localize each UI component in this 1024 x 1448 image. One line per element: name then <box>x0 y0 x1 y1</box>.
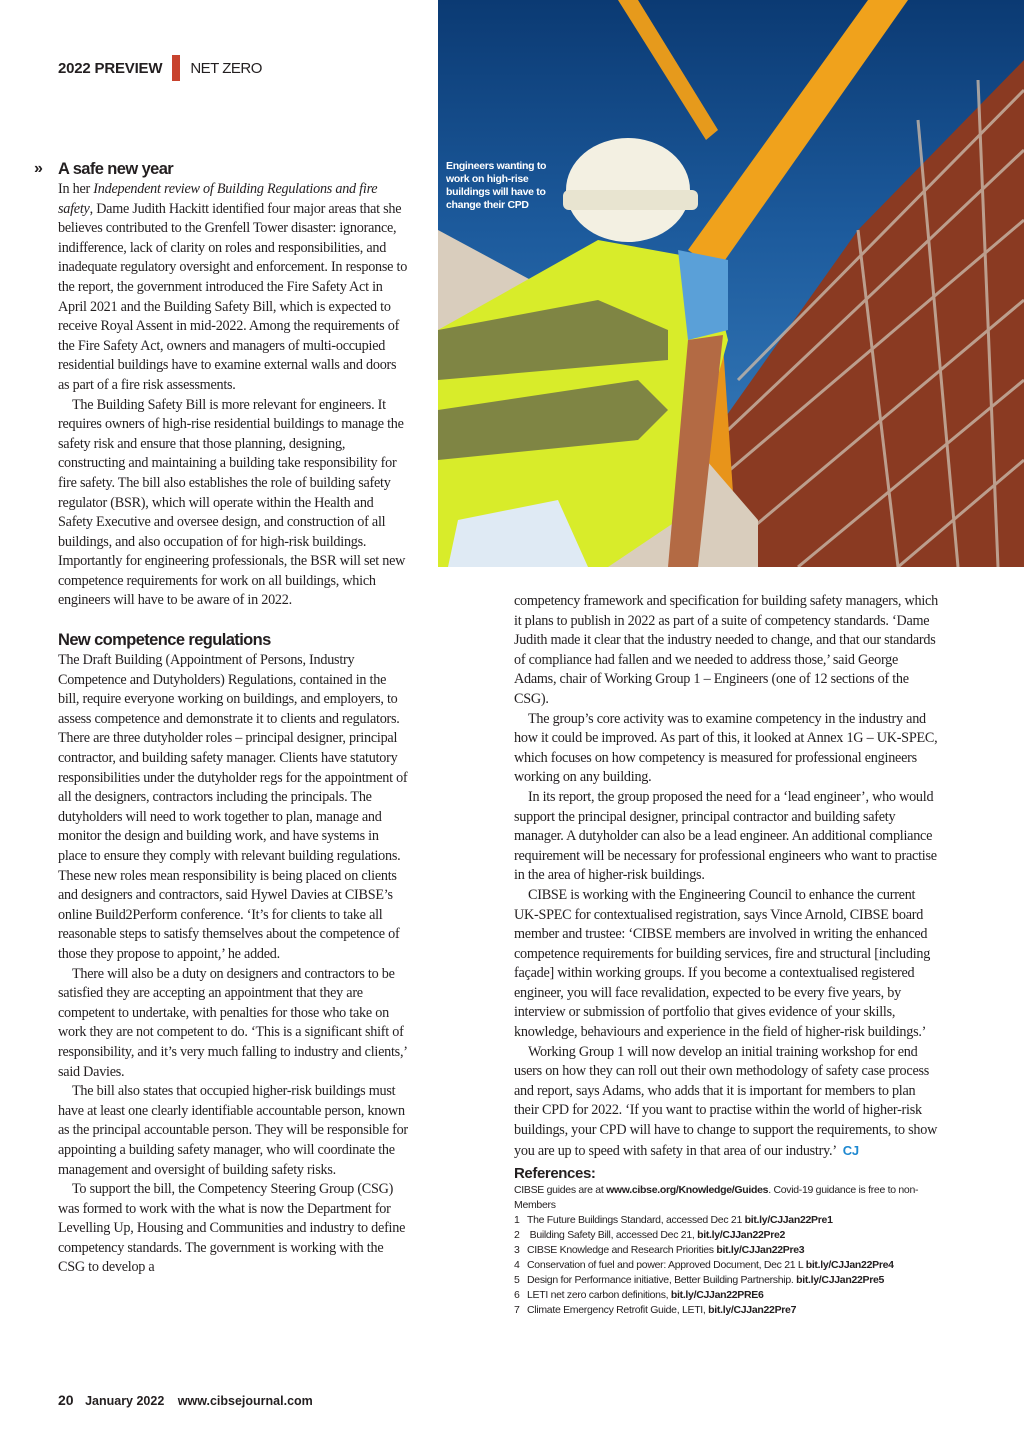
paragraph: In its report, the group proposed the need for a ‘lead engineer’, who would support the principal designer, principal contractor and building safety manager. A dutyholder can also be a lead engineer. An additional compliance requirement will be necessary for professional engineers who want to practise in the area of higher-risk buildings. <box>514 788 937 884</box>
reference-number: 4 <box>514 1259 520 1272</box>
header-divider <box>172 55 180 81</box>
reference-link[interactable]: bit.ly/CJJan22Pre4 <box>805 1259 894 1272</box>
page-footer <box>58 1392 313 1408</box>
reference-item <box>514 1303 942 1318</box>
reference-text: The Future Buildings Standard, accessed Dec 21 <box>527 1214 745 1227</box>
website-link[interactable]: www.cibsejournal.com <box>177 1394 313 1408</box>
paragraph: The bill also states that occupied higher-risk buildings must have at least one clearly identifiable accountable person, known as the principal accountable person. They will be responsible for appointing a building safety manager, who will coordinate the management and oversight of building safety risks. <box>58 1083 408 1178</box>
paragraph <box>58 180 410 396</box>
reference-text: Climate Emergency Retrofit Guide, LETI, <box>527 1304 709 1317</box>
reference-item <box>514 1288 942 1303</box>
references <box>514 1165 942 1318</box>
paragraph: The Building Safety Bill is more relevant for engineers. It requires owners of high-rise residential buildings to manage the safety risk and ensure that those planning, designing, constructing and maintaining a building take responsibility for fire safety. The bill also establishes the role of building safety regulator (BSR), which will operate within the Health and Safety Executive and oversee design, and construction of all buildings, and also occupation of for high-risk buildings. Importantly for engineering professionals, the BSR will set new competence requirements for work on all buildings, which engineers will have to be aware of in 2022. <box>58 396 406 609</box>
article-column-right <box>514 592 942 1318</box>
text: In her <box>58 181 94 197</box>
reference-link[interactable]: bit.ly/CJJan22PRE6 <box>670 1289 764 1302</box>
reference-item <box>514 1228 942 1243</box>
article-column-left <box>34 158 410 1278</box>
paragraph: There will also be a duty on designers and contractors to be satisfied they are accepting an appointment that they are competent to undertake, with penalties for those who take on work they are not competent to do. ‘This is a significant shift of responsibility, and it’s very much falling to industry and clients,’ said Davies. <box>58 965 407 1080</box>
references-intro <box>514 1183 942 1213</box>
section-heading: New competence regulations <box>58 631 271 650</box>
end-mark-logo: CJ <box>842 1142 859 1158</box>
reference-number: 5 <box>514 1274 520 1287</box>
reference-text: CIBSE Knowledge and Research Priorities <box>527 1244 717 1257</box>
paragraph: The Draft Building (Appointment of Persons, Industry Competence and Dutyholders) Regulations, contained in the bill, require everyone working on buildings, and employers, to assess competence and demonstrate it to clients and regulators. There are three dutyholder roles – principal designer, principal contractor, and building safety manager. Clients have statutory responsibilities under the dutyholder regs for the appointment of all the designers, contractors including the principals. The dutyholders will need to work together to plan, manage and monitor the design and building work, and have systems in place to ensure they comply with relevant building regulations. These new roles mean responsibility is being placed on clients and designers and contractors, said Hywel Davies at CIBSE’s online Build2Perform conference. ‘It’s for clients to take all reasonable steps to satisfy themselves about the competence of those they propose to appoint,’ he added. <box>58 652 408 962</box>
photo-caption: Engineers wanting to work on high-rise buildings will have to change their CPD <box>446 160 547 211</box>
construction-worker-image <box>438 0 1024 567</box>
report-title: Independent review of Building Regulations and fire safety <box>58 181 378 217</box>
reference-number: 1 <box>514 1214 520 1227</box>
reference-item <box>514 1273 942 1288</box>
reference-item <box>514 1243 942 1258</box>
text: CIBSE guides are at <box>514 1184 607 1197</box>
page-number: 20 <box>58 1392 74 1408</box>
reference-link[interactable]: bit.ly/CJJan22Pre5 <box>796 1274 885 1287</box>
reference-link[interactable]: bit.ly/CJJan22Pre3 <box>716 1244 805 1257</box>
reference-text: Building Safety Bill, accessed Dec 21, <box>527 1229 698 1242</box>
section-label: 2022 PREVIEW <box>58 59 163 77</box>
reference-link[interactable]: bit.ly/CJJan22Pre7 <box>708 1304 797 1317</box>
reference-link[interactable]: bit.ly/CJJan22Pre1 <box>744 1214 833 1227</box>
subsection-label: NET ZERO <box>190 59 262 77</box>
paragraph <box>514 1043 942 1162</box>
heading-text: A safe new year <box>58 160 174 178</box>
reference-item <box>514 1213 942 1228</box>
reference-number: 6 <box>514 1289 520 1302</box>
reference-text: Design for Performance initiative, Better Building Partnership. <box>527 1274 797 1287</box>
reference-number: 2 <box>514 1229 520 1242</box>
reference-number: 7 <box>514 1304 520 1317</box>
reference-number: 3 <box>514 1244 520 1257</box>
text: Working Group 1 will now develop an initial training workshop for end users on how they can roll out their own methodology of safety case process and report, says Adams, who adds that it is important for members to plan their CPD for 2022. ‘If you want to practise within the world of higher-risk buildings, your CPD will have to change to support the requirements, to show you are up to speed with safety in that area of our industry.’ <box>514 1043 938 1159</box>
reference-link[interactable]: bit.ly/CJJan22Pre2 <box>697 1229 786 1242</box>
issue-date: January 2022 <box>85 1394 165 1408</box>
reference-text: Conservation of fuel and power: Approved Document, Dec 21 L <box>527 1259 806 1272</box>
paragraph: The group’s core activity was to examine competency in the industry and how it could be improved. As part of this, it looked at Annex 1G – UK-SPEC, which focuses on how competency is measured for professional engineers working on any building. <box>514 710 938 786</box>
paragraph: competency framework and specification for building safety managers, which it plans to publish in 2022 as part of a suite of competency standards. ‘Dame Judith made it clear that the industry needed to change, and that our standards of compliance had fallen and we needed to address those,’ said George Adams, chair of Working Group 1 – Engineers (one of 12 sections of the CSG). <box>514 593 938 707</box>
feature-photo <box>438 0 1024 567</box>
text: , Dame Judith Hackitt identified four major areas that she believes contributed to the Grenfell Tower disaster: ignorance, indifference, lack of clarity on roles and responsibilities, and inadequate regulatory oversight and enforcement. In response to the report, the government introduced the Fire Safety Act in April 2021 and the Building Safety Bill, which is expected to receive Royal Assent in mid-2022. Among the requirements of the Fire Safety Act, owners and managers of multi-occupied residential buildings have to examine external walls and doors as part of a fire risk assessments. <box>58 200 408 393</box>
reference-item <box>514 1258 942 1273</box>
paragraph: To support the bill, the Competency Steering Group (CSG) was formed to work with the what is now the Department for Levelling Up, Housing and Communities and industry to define competency standards. The government is working with the CSG to develop a <box>58 1181 406 1276</box>
text: . Covid-19 guidance is free to non-Members <box>514 1184 919 1212</box>
section-heading <box>34 158 410 180</box>
reference-text: LETI net zero carbon definitions, <box>527 1289 671 1302</box>
guides-link[interactable]: www.cibse.org/Knowledge/Guides <box>606 1184 769 1197</box>
reference-list <box>514 1213 942 1318</box>
paragraph: CIBSE is working with the Engineering Council to enhance the current UK-SPEC for contextualised registration, says Vince Arnold, CIBSE board member and trustee: ‘CIBSE members are involved in writing the enhanced competence requirements for building services, fire and structural [including façade] within working groups. If you become a contextualised registered engineer, you will face revalidation, expected to be every five years, by interview or submission of portfolio that gives evidence of your skills, knowledge, behaviours and experience in the field of higher-risk buildings.’ <box>514 886 931 1041</box>
double-chevron-icon: » <box>34 160 43 177</box>
references-title: References: <box>514 1165 596 1183</box>
running-header <box>58 55 262 81</box>
